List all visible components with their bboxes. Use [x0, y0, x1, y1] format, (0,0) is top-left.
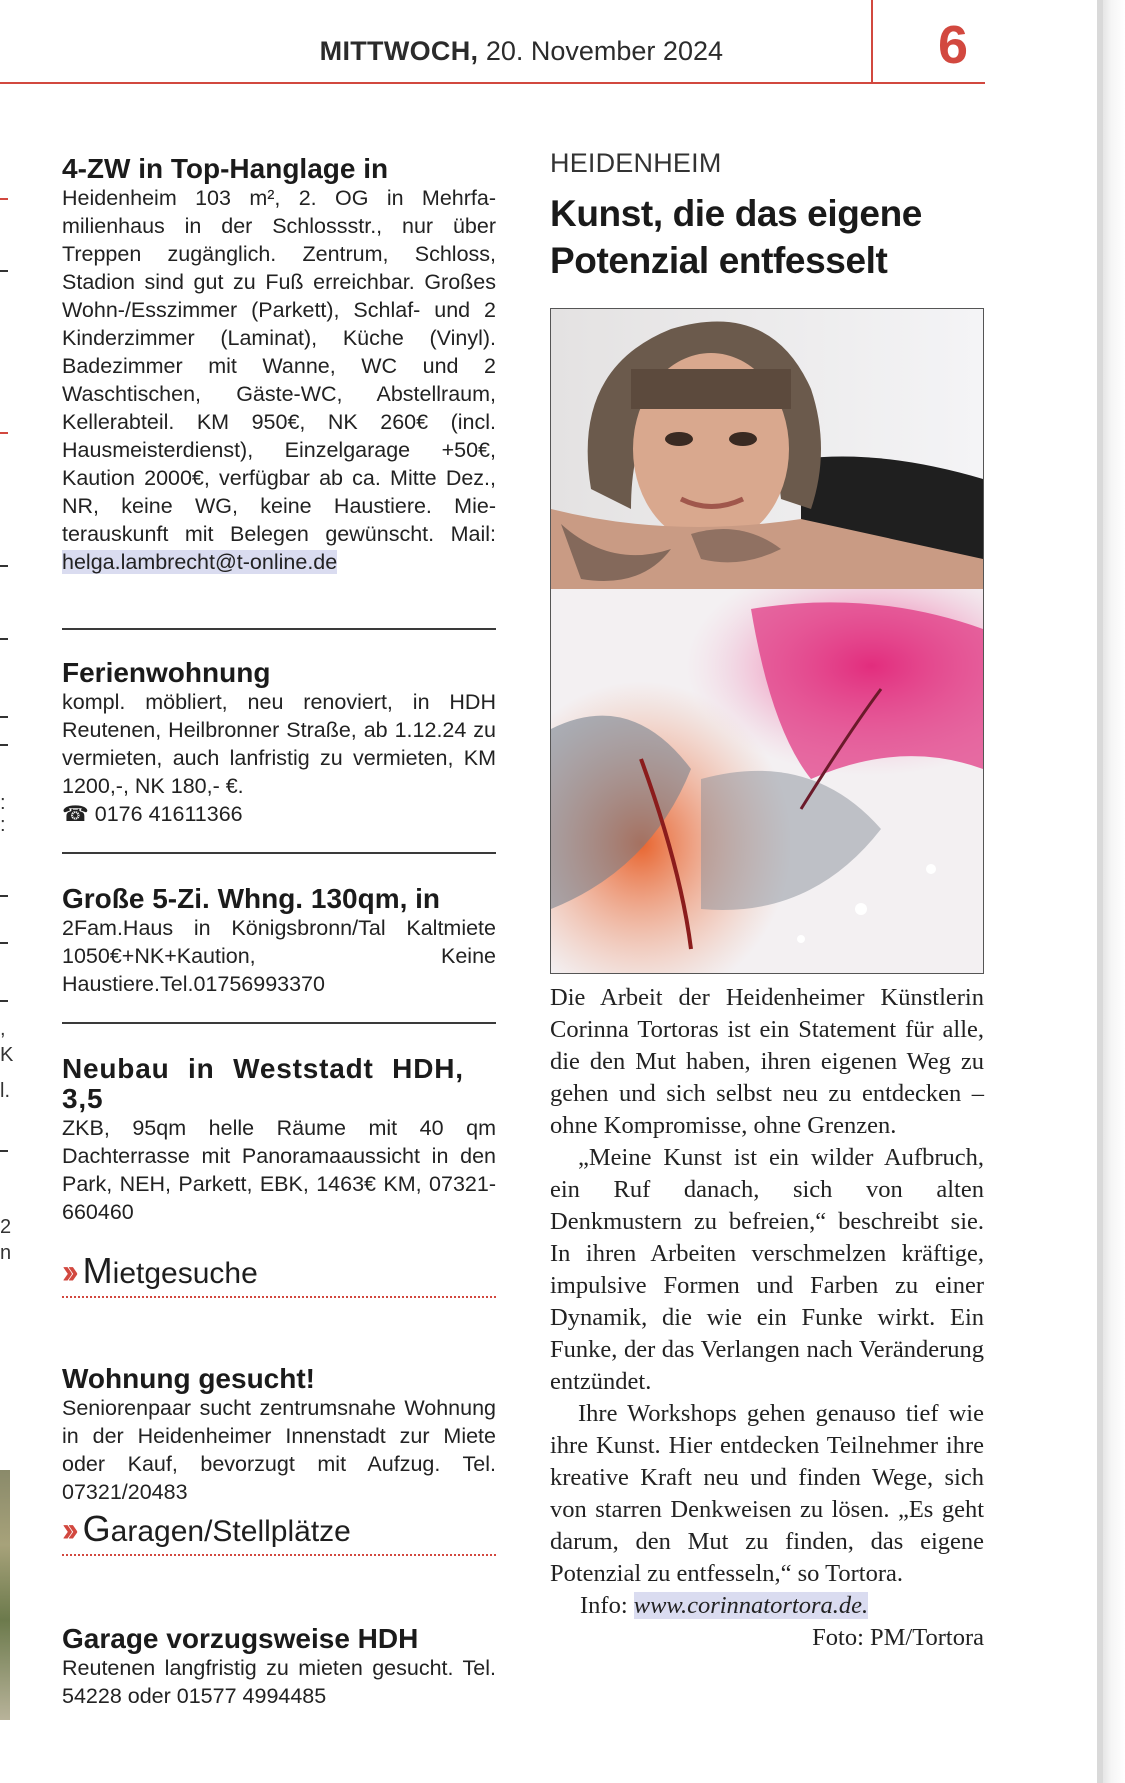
ad-title: 4-ZW in Top-Hanglage in	[62, 153, 389, 184]
edge-fragment: l.	[0, 1080, 10, 1102]
edge-fragment: ,	[0, 1018, 6, 1040]
edge-mark	[0, 432, 8, 434]
artist-photo	[550, 308, 984, 974]
edge-mark	[0, 942, 8, 944]
edge-mark	[0, 270, 8, 272]
edge-fragment: :	[0, 792, 6, 814]
article-paragraph: „Meine Kunst ist ein wilder Aufbruch, ein Ruf danach, sich von alten Denkmustern zu befreien,“ beschreibt sie. In ihren Arbeiten verschmelzen kräftige, impulsive Formen und Farben zu einer Dynamik, die wie ein Funke wirkt. Ein Funke, der das Verlangen nach Veränderung entzündet.	[550, 1144, 984, 1395]
phone-number: 0176 41611366	[94, 802, 243, 826]
article-paragraph: Ihre Workshops gehen genauso tief wie ihre Kunst. Hier entdecken Teilnehmer ihre kreative Kraft neu und finden Wege, sich von starren Denkweisen zu lösen. „Es geht darum, den Mut zu finden, das eigene Potenzial zu entfesseln,“ so Tortora.	[550, 1400, 984, 1587]
article-paragraph: Die Arbeit der Heidenheimer Künstlerin Corinna Tortoras ist ein Statement für alle, die den Mut haben, ihren eigenen Weg zu gehen und sich selbst neu zu entdecken – ohne Kompromisse, ohne Grenzen.	[550, 984, 984, 1139]
ad-text: 2Fam.Haus in Königsbronn/Tal Kaltmiete 1050€+NK+Kaution, Keine Haustiere.Tel.01756993370	[62, 916, 496, 996]
edge-mark	[0, 198, 8, 200]
ad-divider	[62, 628, 496, 630]
artist-photo-illustration	[551, 309, 983, 973]
ad-divider	[62, 852, 496, 854]
classified-ad	[62, 884, 496, 998]
date: 20. November 2024	[485, 36, 723, 66]
ad-text	[62, 688, 496, 828]
ad-text: Seniorenpaar sucht zentrumsnahe Wohnung in der Heidenheimer Innenstadt zur Miete oder Kauf, bevorzugt mit Aufzug. Tel. 07321/20483	[62, 1396, 496, 1504]
section-rest: aragen/Stellplätze	[110, 1515, 351, 1548]
ad-title: Wohnung gesucht!	[62, 1363, 315, 1394]
email-link[interactable]: helga.lambrecht@t-online.de	[62, 550, 338, 574]
mail-label: Mail:	[450, 522, 496, 546]
section-initial: G	[82, 1508, 111, 1549]
edge-photo-fragment	[0, 1470, 10, 1720]
edge-fragment: 2	[0, 1216, 12, 1238]
ad-text: Reutenen langfristig zu mieten gesucht. Tel. 54228 oder 01577 4994485	[62, 1656, 496, 1708]
page-header	[0, 0, 985, 84]
chevron-icon: ››	[62, 1253, 73, 1291]
article-body	[550, 982, 984, 1654]
edge-mark	[0, 744, 8, 746]
edge-mark	[0, 716, 8, 718]
section-title	[82, 1508, 351, 1549]
classified-ad	[62, 1624, 496, 1710]
chevron-icon: ››	[62, 1511, 73, 1549]
ad-title: Ferienwohnung	[62, 657, 271, 688]
section-rest: ietgesuche	[112, 1257, 258, 1290]
header-rule	[0, 82, 985, 84]
issue-date	[320, 36, 723, 67]
classified-ad	[62, 1054, 496, 1226]
section-heading-garagen	[62, 1508, 496, 1556]
ad-title: Neubau in Weststadt HDH, 3,5	[62, 1053, 464, 1114]
ad-body: kompl. möbliert, neu renoviert, in HDH Reutenen, Heilbronner Straße, ab 1.12.24 zu vermieten, auch lanfristig zu vermieten, KM 1200,-, NK 180,- €.	[62, 690, 496, 798]
section-heading-mietgesuche	[62, 1250, 496, 1298]
weekday: MITTWOCH,	[319, 36, 479, 66]
ad-body: Heidenheim 103 m², 2. OG in Mehrfamilienhaus in der Schlossstr., nur über Treppen zugänglich. Zentrum, Schloss, Stadion sind gut zu Fuß erreichbar. Großes Wohn-/Esszimmer (Parkett), Schlaf- und 2 Kinderzimmer (Laminat), Küche (Vinyl). Badezimmer mit Wanne, WC und 2 Waschtischen, Gäste-WC, Abstellraum, Kellerabteil. KM 950€, NK 260€ (incl. Hausmeisterdienst), Einzelgarage +50€, Kaution 2000€, verfügbar ab ca. Mitte Dez., NR, keine WG, keine Haustiere. Mieterauskunft mit Belegen gewünscht.	[62, 186, 496, 546]
edge-fragment: :	[0, 814, 6, 836]
article-kicker: HEIDENHEIM	[550, 148, 722, 178]
ad-title: Garage vorzugsweise HDH	[62, 1623, 419, 1654]
classified-ad	[62, 154, 496, 576]
telephone-icon: ☎	[62, 802, 89, 826]
ad-title: Große 5-Zi. Whng. 130qm, in	[62, 883, 441, 914]
ad-divider	[62, 1022, 496, 1024]
article-info	[550, 1590, 984, 1622]
edge-fragment: K	[0, 1044, 14, 1066]
info-label: Info:	[580, 1592, 628, 1619]
edge-fragment: n	[0, 1242, 12, 1264]
article-headline: Kunst, die das eigene Potenzial entfesselt	[550, 193, 922, 281]
ad-text: ZKB, 95qm helle Räume mit 40 qm Dachterrasse mit Panoramaaussicht in den Park, NEH, Parkett, EBK, 1463€ KM, 07321-660460	[62, 1116, 496, 1224]
page-number: 6	[938, 15, 969, 75]
edge-mark	[0, 638, 8, 640]
classified-ad	[62, 1364, 496, 1506]
photo-credit: Foto: PM/Tortora	[812, 1624, 984, 1651]
header-divider	[871, 0, 873, 84]
edge-mark	[0, 1000, 8, 1002]
edge-mark	[0, 565, 8, 567]
website-link[interactable]: www.corinnatortora.de.	[633, 1592, 869, 1619]
section-title	[82, 1250, 258, 1291]
ad-text	[62, 184, 496, 576]
page-shadow	[1103, 0, 1125, 1783]
edge-mark	[0, 895, 8, 897]
section-initial: M	[82, 1250, 113, 1291]
edge-mark	[0, 1150, 8, 1152]
classified-ad	[62, 658, 496, 828]
